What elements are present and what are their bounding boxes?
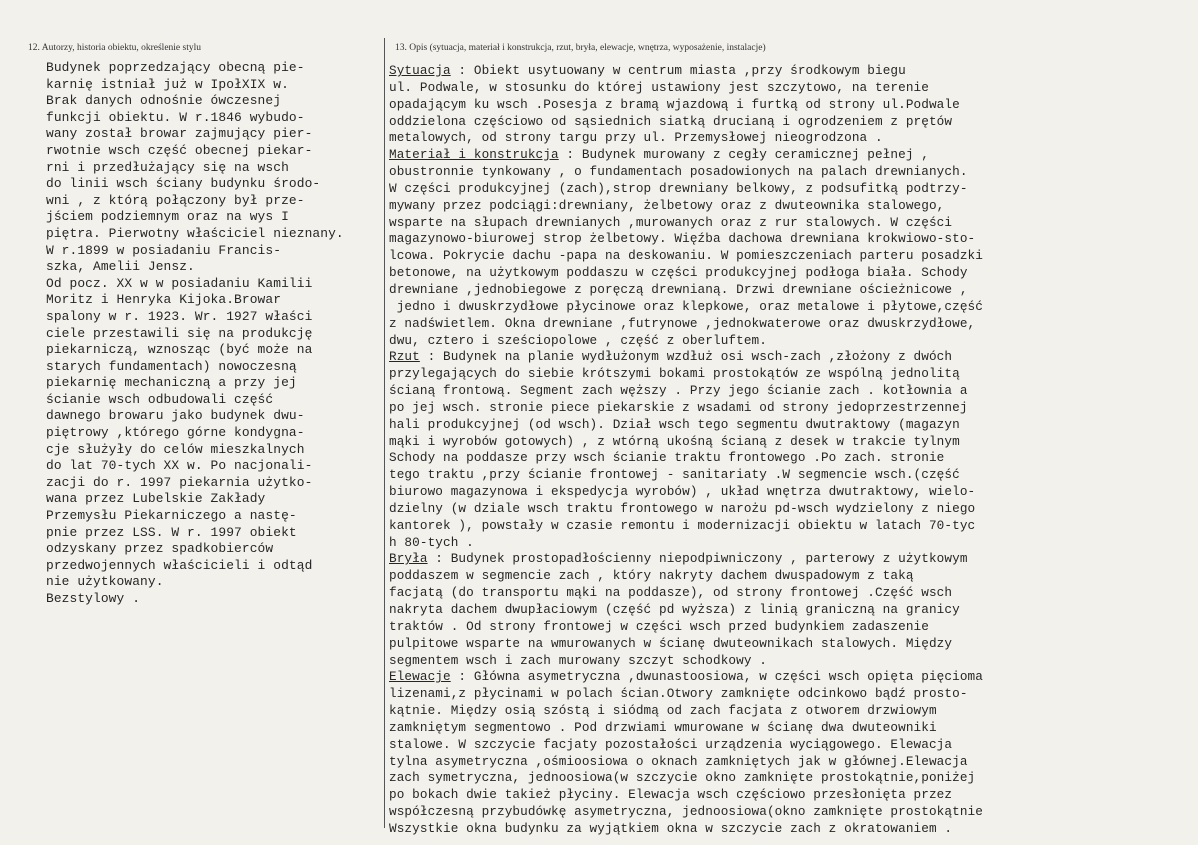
line-text: : Obiekt usytuowany w centrum miasta ,przy środkowym biegu — [450, 63, 906, 78]
description-line — [389, 114, 1189, 131]
section-heading: Rzut — [389, 349, 420, 365]
line-text: hali produkcyjnej (od wsch). Dział wsch tego segmentu dwutraktowy (magazyn — [389, 416, 960, 432]
line-text: zach symetryczna, jednoosiowa(w szczycie okno zamknięte prostokątnie,poniżej — [389, 770, 976, 786]
history-line: Moritz i Henryka Kijoka.Browar — [46, 292, 282, 308]
line-text: Wszystkie okna budynku za wyjątkiem okna w szczycie zach z okratowaniem . — [389, 820, 953, 836]
line-text: dwu, cztero i sześciopolowe , część z oberluftem. — [389, 332, 767, 348]
line-text: ścianą frontową. Segment zach węższy . Przy jego ścianie zach . kotłownia a — [389, 383, 968, 399]
history-line: ścianie wsch odbudowali część — [46, 391, 274, 407]
line-text: tylna asymetryczna ,ośmioosiowa o oknach zamkniętych jak w głównej.Elewacja — [389, 753, 968, 769]
history-line: piętrowy ,którego górne kondygna- — [46, 425, 305, 441]
description-line — [389, 467, 1189, 484]
description-line — [389, 770, 1189, 787]
description-line — [389, 450, 1189, 467]
description-line — [389, 720, 1189, 737]
history-line: piekarnię mechaniczną a przy jej — [46, 375, 297, 391]
description-line — [389, 215, 1189, 232]
line-text: betonowe, na użytkowym poddaszu w części produkcyjnej podłoga biała. Schody — [389, 265, 968, 281]
history-line: zacji do r. 1997 piekarnia użytko- — [46, 474, 313, 490]
description-line — [389, 653, 1189, 670]
description-line — [389, 316, 1189, 333]
line-text: magazynowo-biurowej strop żelbetowy. Więźba dachowa drewniana krokwiowo-sto- — [389, 231, 976, 247]
line-text: pulpitowe wsparte na wmurowanych w ścianę dwuteownikach stalowych. Między — [389, 635, 953, 651]
history-line: Przemysłu Piekarniczego a nastę- — [46, 508, 297, 524]
description-line — [389, 97, 1189, 114]
description-line — [389, 535, 1189, 552]
section-heading: Elewacje — [389, 669, 451, 685]
description-line — [389, 80, 1189, 97]
line-text: tego traktu ,przy ścianie frontowej - sanitariaty .W segmencie wsch.(część — [389, 467, 960, 483]
history-line: Bezstylowy . — [46, 591, 141, 606]
line-text: lizenami,z płycinami w polach ścian.Otwory zamknięte odcinkowo bądź prosto- — [389, 686, 968, 702]
description-line — [389, 518, 1189, 535]
line-text: po bokach dwie takież płyciny. Elewacja wsch częściowo przesłonięta przez — [389, 787, 953, 803]
description-line — [389, 737, 1189, 754]
line-text: h 80-tych . — [389, 534, 474, 550]
history-line: piekarniczą, wznosząc (być może na — [46, 342, 313, 358]
history-line: do linii wsch ściany budynku środo- — [46, 176, 321, 192]
history-line: do lat 70-tych XX w. Po nacjonali- — [46, 458, 313, 474]
description-line — [389, 333, 1189, 350]
line-text: ul. Podwale, w stosunku do której ustawiony jest szczytowo, na terenie — [389, 79, 929, 95]
history-line: starych fundamentach) nowoczesną — [46, 358, 297, 374]
line-text: drewniane ,jednobiegowe z poręczą drewnianą. Drzwi drewniane ościeżnicowe , — [389, 281, 968, 297]
line-text: biurowo magazynowa i ekspedycja wyrobów) , układ wnętrza dwutraktowy, wielo- — [389, 484, 976, 500]
history-line: Od pocz. XX w w posiadaniu Kamilii — [46, 275, 313, 291]
description-line — [389, 484, 1189, 501]
history-text — [46, 60, 380, 608]
description-line — [389, 551, 1189, 568]
description-line — [389, 686, 1189, 703]
line-text: : Budynek murowany z cegły ceramicznej pełnej , — [558, 147, 929, 163]
history-line: nie użytkowany. — [46, 574, 164, 590]
line-text: mąki i wyrobów gotowych) , z wtórną ukośną ścianą z desek w trakcie tylnym — [389, 433, 960, 449]
section-13-header: 13. Opis (sytuacja, materiał i konstrukcja, rzut, bryła, elewacje, wnętrza, wyposażenie, instalacje) — [395, 43, 766, 53]
line-text: stalowe. W szczycie facjaty pozostałości urządzenia wyciągowego. Elewacja — [389, 736, 953, 752]
history-line: szka, Amelii Jensz. — [46, 259, 195, 275]
description-line — [389, 147, 1189, 164]
line-text: facjatą (do transportu mąki na poddasze), od strony frontowej .Część wsch — [389, 585, 953, 601]
line-text: poddaszem w segmencie zach , który nakryty dachem dwuspadowym z taką — [389, 568, 914, 584]
line-text: lcowa. Pokrycie dachu -papa na deskowaniu. W pomieszczeniach parteru posadzki — [389, 248, 983, 264]
line-text: po jej wsch. stronie piece piekarskie z wsadami od strony jedoprzestrzennej — [389, 399, 968, 415]
line-text: : Główna asymetryczna ,dwunastoosiowa, w części wsch opięta pięcioma — [450, 669, 983, 685]
line-text: zamkniętym segmentowo . Pod drzwiami wmurowane w ścianę dwa dwuteowniki — [389, 719, 937, 735]
history-line: funkcji obiektu. W r.1846 wybudo- — [46, 109, 305, 125]
description-line — [389, 417, 1189, 434]
section-12-header: 12. Autorzy, historia obiektu, określenie stylu — [28, 43, 201, 53]
history-line: dawnego browaru jako budynek dwu- — [46, 408, 305, 424]
line-text: : Budynek prostopadłościenny niepodpiwniczony , parterowy z użytkowym — [427, 551, 968, 567]
line-text: mywany przez podciągi:drewniany, żelbetowy oraz z dwuteownika stalowego, — [389, 197, 945, 213]
line-text: oddzielona częściowo od sąsiednich siatką drucianą i ogrodzeniem z prętów — [389, 113, 953, 129]
description-line — [389, 669, 1189, 686]
history-line: rni i przedłużający się na wsch — [46, 159, 289, 175]
line-text: opadającym ku wsch .Posesja z bramą wjazdową i furtką od strony ul.Podwale — [389, 96, 960, 112]
line-text: dzielny (w dziale wsch traktu frontowego w narożu pd-wsch wydzielony z niego — [389, 500, 976, 516]
line-text: kantorek ), powstały w czasie remontu i modernizacji obiektu w latach 70-tyc — [389, 517, 976, 533]
description-line — [389, 349, 1189, 366]
description-line — [389, 619, 1189, 636]
description-text — [389, 63, 1189, 838]
description-line — [389, 383, 1189, 400]
description-line — [389, 400, 1189, 417]
history-line: ciele przestawili się na produkcję — [46, 325, 313, 341]
line-text: metalowych, od strony targu przy ul. Przemysłowej nieogrodzona . — [389, 130, 883, 146]
description-line — [389, 299, 1189, 316]
section-heading: Bryła — [389, 551, 428, 567]
description-line — [389, 265, 1189, 282]
description-line — [389, 248, 1189, 265]
description-line — [389, 804, 1189, 821]
line-text: wsparte na słupach drewnianych ,murowanych oraz z rur stalowych. W części — [389, 214, 953, 230]
history-line: wni , z którą połączony był prze- — [46, 192, 305, 208]
history-line: W r.1899 w posiadaniu Francis- — [46, 242, 282, 258]
history-line: jściem podziemnym oraz na wys I — [46, 209, 289, 225]
description-line — [389, 636, 1189, 653]
history-line: odzyskany przez spadkobierców — [46, 541, 274, 557]
line-text: traktów . Od strony frontowej w części wsch przed budynkiem zadaszenie — [389, 618, 929, 634]
line-text: W części produkcyjnej (zach),strop drewniany belkowy, z podsufitką podtrzy- — [389, 180, 968, 196]
line-text: jedno i dwuskrzydłowe płycinowe oraz klepkowe, oraz metalowe i płytowe,część — [389, 298, 983, 314]
description-line — [389, 501, 1189, 518]
history-line: cje służyły do celów mieszkalnych — [46, 441, 305, 457]
line-text: przylegających do siebie krótszymi bokami prostokątów ze wspólną jednolitą — [389, 366, 960, 382]
line-text: : Budynek na planie wydłużonym wzdłuż osi wsch-zach ,złożony z dwóch — [419, 349, 953, 365]
description-line — [389, 130, 1189, 147]
line-text: Schody na poddasze przy wsch ścianie traktu frontowego .Po zach. stronie — [389, 450, 945, 466]
history-line: Brak danych odnośnie ówczesnej — [46, 93, 282, 109]
description-line — [389, 787, 1189, 804]
history-line: Budynek poprzedzający obecną pie- — [46, 60, 305, 75]
description-line — [389, 821, 1189, 838]
description-line — [389, 164, 1189, 181]
description-line — [389, 198, 1189, 215]
description-line — [389, 434, 1189, 451]
history-line: rwotnie wsch część obecnej piekar- — [46, 142, 313, 158]
line-text: segmentem wsch i zach murowany szczyt schodkowy . — [389, 652, 767, 668]
history-line: karnię istniał już w IpołXIX w. — [46, 76, 289, 92]
history-line: pnie przez LSS. W r. 1997 obiekt — [46, 524, 297, 540]
description-line — [389, 568, 1189, 585]
line-text: obustronnie tynkowany , o fundamentach posadowionych na palach drewnianych. — [389, 164, 968, 180]
line-text: z nadświetlem. Okna drewniane ,futrynowe ,jednokwaterowe oraz dwuskrzydłowe, — [389, 315, 976, 331]
history-line: przedwojennych właścicieli i odtąd — [46, 557, 313, 573]
line-text: kątnie. Między osią szóstą i siódmą od zach facjata z otworem drzwiowym — [389, 703, 937, 719]
section-heading: Sytuacja — [389, 63, 451, 78]
description-line — [389, 703, 1189, 720]
section-heading: Materiał i konstrukcja — [389, 147, 559, 163]
description-line — [389, 231, 1189, 248]
history-line: piętra. Pierwotny właściciel nieznany. — [46, 225, 344, 241]
description-line — [389, 63, 1189, 80]
line-text: nakryta dachem dwupłaciowym (część pd wyższa) z linią graniczną na granicy — [389, 602, 960, 617]
description-line — [389, 282, 1189, 299]
history-line: spalony w r. 1923. Wr. 1927 właści — [46, 308, 313, 324]
description-line — [389, 602, 1189, 619]
description-line — [389, 181, 1189, 198]
description-line — [389, 754, 1189, 771]
history-line: wany został browar zajmujący pier- — [46, 126, 313, 142]
column-divider — [384, 38, 385, 828]
description-line — [389, 585, 1189, 602]
description-line — [389, 366, 1189, 383]
history-line: wana przez Lubelskie Zakłady — [46, 491, 266, 507]
line-text: współczesną przybudówkę asymetryczna, jednoosiowa(okno zamknięte prostokątnie — [389, 804, 983, 820]
